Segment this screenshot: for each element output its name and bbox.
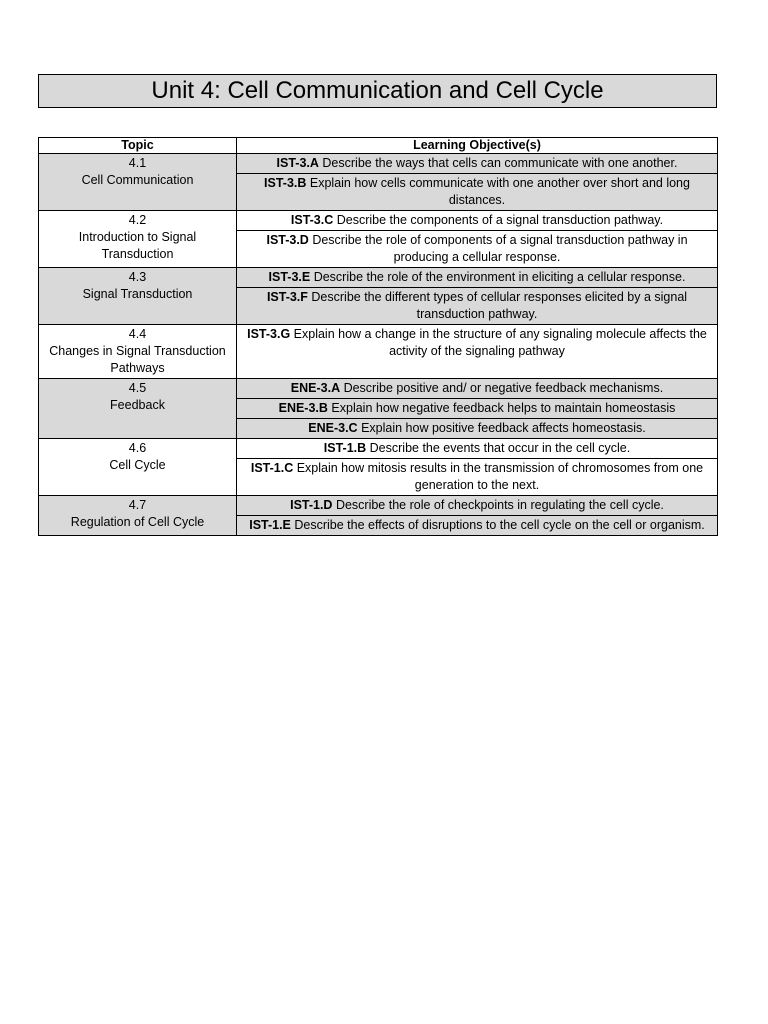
objective-code: IST-1.B: [323, 441, 367, 455]
objective-code: IST-1.C: [250, 461, 294, 475]
topic-number: 4.1: [128, 156, 147, 170]
topic-name: Changes in Signal Transduction Pathways: [49, 344, 226, 375]
topic-cell: [39, 211, 237, 268]
page-title: Unit 4: Cell Communication and Cell Cycle: [38, 74, 717, 108]
topic-name: Signal Transduction: [82, 287, 193, 301]
topic-name: Feedback: [110, 398, 165, 412]
objective-cell: [237, 154, 718, 174]
topic-cell: [39, 379, 237, 439]
objective-code: ENE-3.A: [290, 381, 341, 395]
objective-code: IST-3.D: [266, 233, 309, 247]
topic-name: Cell Communication: [81, 173, 194, 187]
topic-number: 4.2: [128, 213, 147, 227]
objective-cell: [237, 325, 718, 379]
table-body: [39, 154, 718, 536]
learning-objectives-table: [38, 137, 718, 536]
objective-code: IST-1.D: [290, 498, 333, 512]
objective-text: Describe the ways that cells can communicate with one another.: [318, 156, 678, 170]
objective-cell: [237, 379, 718, 399]
objective-code: IST-3.B: [264, 176, 307, 190]
objective-cell: [237, 419, 718, 439]
table-row: [39, 154, 718, 174]
objective-text: Describe positive and/ or negative feedback mechanisms.: [340, 381, 664, 395]
topic-number: 4.7: [128, 498, 147, 512]
objective-text: Describe the role of the environment in eliciting a cellular response.: [310, 270, 686, 284]
objective-text: Explain how cells communicate with one another over short and long distances.: [306, 176, 690, 207]
objective-text: Explain how negative feedback helps to maintain homeostasis: [327, 401, 676, 415]
table-row: [39, 268, 718, 288]
topic-name: Regulation of Cell Cycle: [70, 515, 205, 529]
topic-name: Cell Cycle: [109, 458, 166, 472]
objective-text: Describe the different types of cellular responses elicited by a signal transduction pathway.: [307, 290, 688, 321]
objective-cell: [237, 231, 718, 268]
topic-cell: [39, 439, 237, 496]
objective-text: Explain how mitosis results in the transmission of chromosomes from one generation to the next.: [293, 461, 704, 492]
table-row: [39, 379, 718, 399]
table-row: [39, 439, 718, 459]
objective-cell: [237, 399, 718, 419]
objective-cell: [237, 268, 718, 288]
objective-cell: [237, 288, 718, 325]
topic-number: 4.6: [128, 441, 147, 455]
objective-cell: [237, 516, 718, 536]
objective-cell: [237, 496, 718, 516]
topic-cell: [39, 496, 237, 536]
objective-code: IST-1.E: [249, 518, 291, 532]
objective-code: IST-3.E: [268, 270, 311, 284]
objective-text: Describe the effects of disruptions to the cell cycle on the cell or organism.: [290, 518, 705, 532]
objective-text: Explain how positive feedback affects homeostasis.: [357, 421, 646, 435]
objectives-column-header: Learning Objective(s): [237, 138, 718, 154]
objective-cell: [237, 459, 718, 496]
topic-column-header: Topic: [39, 138, 237, 154]
table-row: [39, 325, 718, 379]
topic-number: 4.5: [128, 381, 147, 395]
topic-number: 4.4: [128, 327, 147, 341]
objective-code: ENE-3.C: [308, 421, 358, 435]
objective-code: IST-3.F: [266, 290, 308, 304]
objective-cell: [237, 211, 718, 231]
topic-cell: [39, 154, 237, 211]
objective-text: Describe the events that occur in the cell cycle.: [366, 441, 631, 455]
objective-code: ENE-3.B: [278, 401, 328, 415]
table-row: [39, 211, 718, 231]
topic-cell: [39, 268, 237, 325]
objective-code: IST-3.C: [290, 213, 334, 227]
objective-text: Describe the components of a signal transduction pathway.: [333, 213, 664, 227]
objective-cell: [237, 174, 718, 211]
objective-text: Describe the role of components of a signal transduction pathway in producing a cellular response.: [308, 233, 688, 264]
objective-cell: [237, 439, 718, 459]
table-row: [39, 496, 718, 516]
objective-code: IST-3.G: [247, 327, 291, 341]
topic-cell: [39, 325, 237, 379]
topic-number: 4.3: [128, 270, 147, 284]
topic-name: Introduction to Signal Transduction: [78, 230, 197, 261]
table-header-row: [39, 138, 718, 154]
objective-code: IST-3.A: [276, 156, 319, 170]
objective-text: Describe the role of checkpoints in regulating the cell cycle.: [332, 498, 664, 512]
objective-text: Explain how a change in the structure of any signaling molecule affects the activity of the signaling pathway: [290, 327, 707, 358]
